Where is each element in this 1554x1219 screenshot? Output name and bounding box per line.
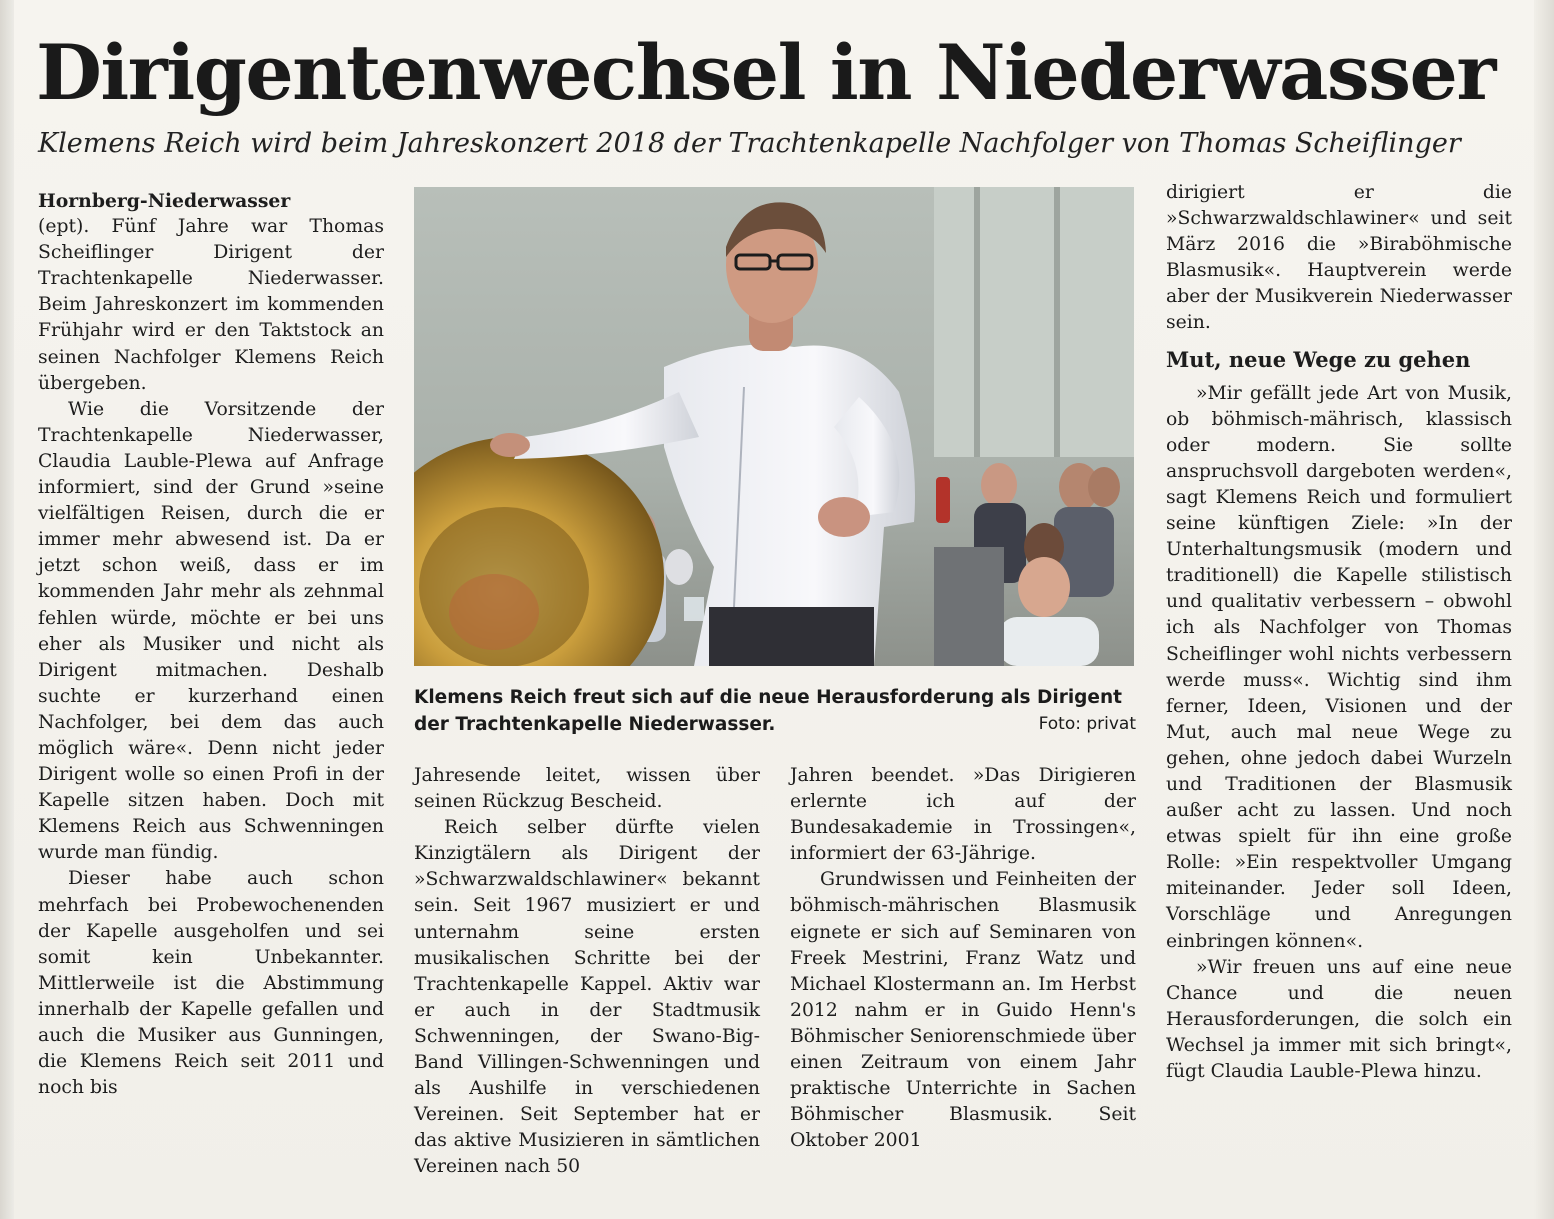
article-column-1 (38, 188, 384, 1101)
article-photo (414, 187, 1134, 666)
photo-caption (414, 684, 1136, 738)
paragraph: Reich selber dürfte vielen Kinzigtälern als Dirigent der »Schwarzwaldschlawiner« bekannt sein. Seit 1967 musiziert er und unternahm seine ersten musikalischen Schritte bei der Trachtenkapelle Kappel. Aktiv war er auch in der Stadtmusik Schwenningen, der Swano-Big-Band Villingen-Schwenningen und als Aushilfe in verschiedenen Vereinen. Seit September hat er das aktive Musizieren in sämtlichen Vereinen nach 50 (414, 817, 760, 1178)
paragraph: Wie die Vorsitzende der Trachtenkapelle Niederwasser, Claudia Lauble-Plewa auf Anfrage informiert, sind der Grund »seine vielfältigen Reisen, durch die er immer mehr abwesend ist. Da er jetzt schon weiß, dass er im kommenden Jahr mehr als zehnmal fehlen würde, möchte er bei uns eher als Musiker und nicht als Dirigent mitmachen. Deshalb suchte er kurzerhand einen Nachfolger, bei dem das auch möglich wäre«. Denn nicht jeder Dirigent wolle so einen Profi in der Kapelle sitzen haben. Doch mit Klemens Reich aus Schwenningen wurde man fündig. (38, 398, 384, 864)
paragraph: Dieser habe auch schon mehrfach bei Probewochenenden der Kapelle ausgeholfen und sei somit kein Unbekannter. Mittlerweile ist die Abstimmung innerhalb der Kapelle gefallen und auch die Musiker aus Gunningen, die Klemens Reich seit 2011 und noch bis (38, 868, 384, 1099)
paragraph: »Wir freuen uns auf eine neue Chance und die neuen Herausforderungen, die solch ein Wechsel ja immer mit sich bringt«, fügt Claudia Lauble-Plewa hinzu. (1166, 956, 1512, 1082)
page-edge-right (1534, 0, 1554, 1219)
paragraph: Jahren beendet. »Das Dirigieren erlernte ich auf der Bundesakademie in Trossingen«, informiert der 63-Jährige. (790, 765, 1136, 865)
conductor-photo-illustration (414, 187, 1134, 666)
paragraph: Grundwissen und Feinheiten der böhmisch-mährischen Blasmusik eignete er sich auf Seminaren von Freek Mestrini, Franz Watz und Michael Klostermann an. Im Herbst 2012 nahm er in Guido Henn's Böhmischer Seniorenschmiede über einen Zeitraum von einem Jahr praktische Unterrichte in Sachen Böhmischer Blasmusik. Seit Oktober 2001 (790, 869, 1136, 1152)
paragraph: (ept). Fünf Jahre war Thomas Scheiflinger Dirigent der Trachtenkapelle Niederwasser. Beim Jahreskonzert im kommenden Frühjahr wird er den Taktstock an seinen Nachfolger Klemens Reich übergeben. (38, 216, 384, 394)
photo-credit: Foto: privat (1038, 714, 1136, 734)
article-subheadline: Klemens Reich wird beim Jahreskonzert 2018 der Trachtenkapelle Nachfolger von Thomas Scheiflinger (38, 128, 1461, 159)
section-subtitle: Mut, neue Wege zu gehen (1166, 346, 1471, 372)
article-headline: Dirigentenwechsel in Niederwasser (36, 28, 1495, 117)
paragraph: Jahresende leitet, wissen über seinen Rückzug Bescheid. (414, 765, 760, 813)
page-edge-left (0, 0, 14, 1219)
dateline: Hornberg-Niederwasser (38, 190, 291, 212)
article-column-2 (414, 763, 760, 1181)
article-column-4 (1166, 180, 1512, 1085)
caption-text: Klemens Reich freut sich auf die neue Herausforderung als Dirigent der Trachtenkapelle Niederwasser. (414, 687, 1122, 735)
paragraph: dirigiert er die »Schwarzwaldschlawiner« und seit März 2016 die »Biraböhmische Blasmusik«. Hauptverein werde aber der Musikverein Niederwasser sein. (1166, 182, 1512, 334)
article-column-3 (790, 763, 1136, 1154)
paragraph: »Mir gefällt jede Art von Musik, ob böhmisch-mährisch, klassisch oder modern. Sie sollte anspruchsvoll dargeboten werden«, sagt Klemens Reich und formuliert seine künftigen Ziele: »In der Unterhaltungsmusik (modern und traditionell) die Kapelle stilistisch und qualitativ verbessern – obwohl ich als Nachfolger von Thomas Scheiflinger wohl nichts verbessern werde muss«. Wichtig sind ihm ferner, Ideen, Visionen und der Mut, auch mal neue Wege zu gehen, ohne jedoch dabei Wurzeln und Traditionen der Blasmusik außer acht zu lassen. Und noch etwas spielt für ihn eine große Rolle: »Ein respektvoller Umgang miteinander. Jeder soll Ideen, Vorschläge und Anregungen einbringen können«. (1166, 382, 1512, 952)
